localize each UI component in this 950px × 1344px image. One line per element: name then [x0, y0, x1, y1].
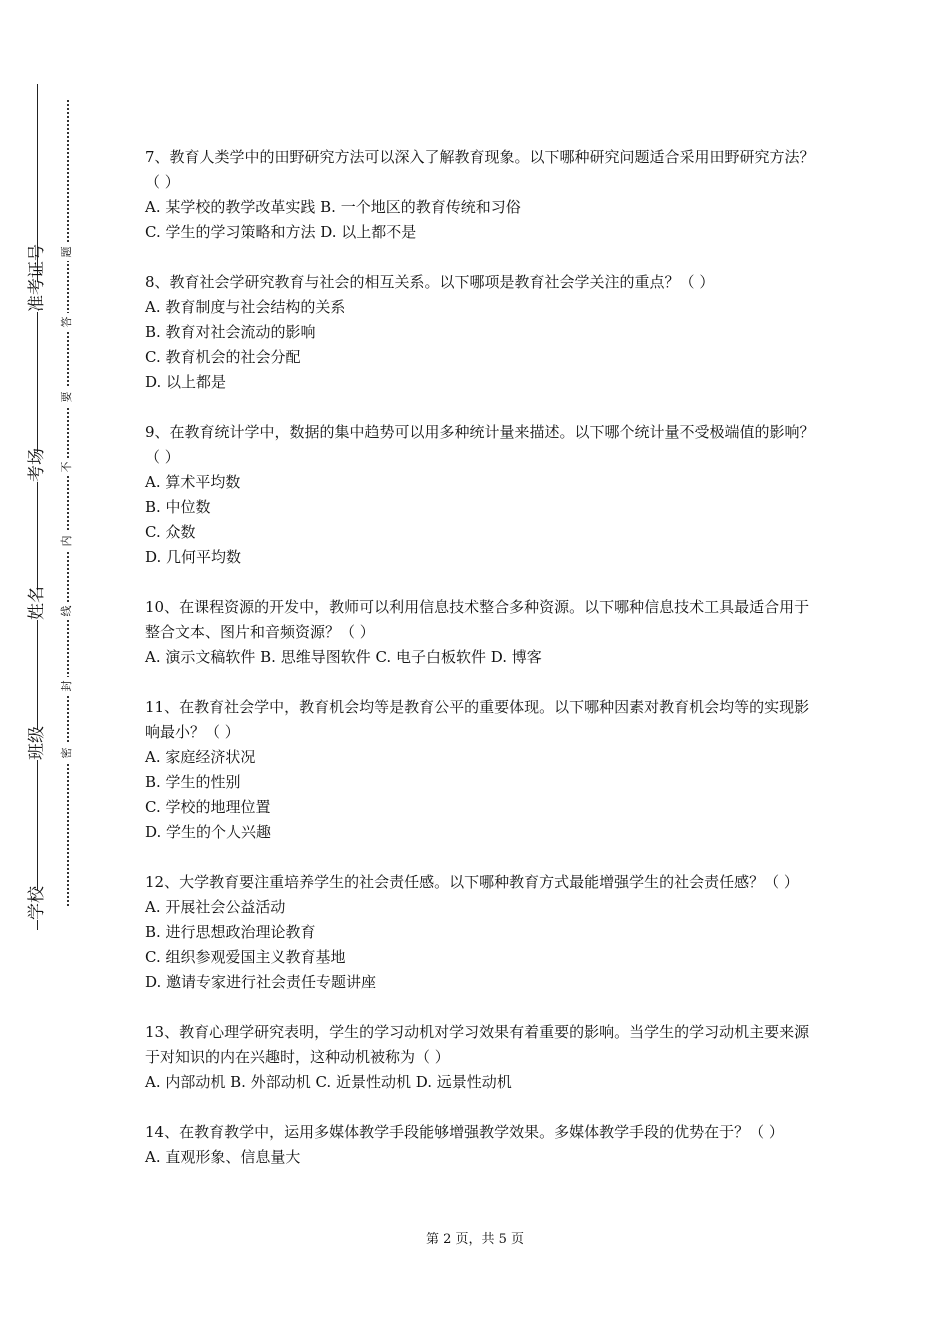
page-number-footer: 第 2 页，共 5 页	[425, 1232, 525, 1247]
label-school: 学校	[22, 890, 52, 920]
binding-strip	[0, 0, 90, 1344]
question-stem: 14、在教育教学中，运用多媒体教学手段能够增强教学效果。多媒体教学手段的优势在于？（ ）	[145, 1123, 784, 1141]
question-option: A. 演示文稿软件 B. 思维导图软件 C. 电子白板软件 D. 博客	[145, 648, 542, 666]
question-option: C. 众数	[145, 523, 196, 541]
question-option: A. 某学校的教学改革实践 B. 一个地区的教育传统和习俗	[145, 198, 521, 216]
question-option: B. 学生的性别	[145, 773, 241, 791]
label-exam-room: 考场	[22, 452, 52, 482]
label-name: 姓名	[22, 590, 52, 620]
question-stem: 12、大学教育要注重培养学生的社会责任感。以下哪种教育方式最能增强学生的社会责任感？（ ）	[145, 873, 799, 891]
question-option: C. 学生的学习策略和方法 D. 以上都不是	[145, 223, 417, 241]
seal-char: 线	[58, 602, 76, 620]
question-option: B. 中位数	[145, 498, 211, 516]
question-stem: 9、在教育统计学中，数据的集中趋势可以用多种统计量来描述。以下哪个统计量不受极端值的影响？（ ）	[145, 423, 815, 466]
seal-char: 答	[58, 313, 76, 331]
question-option: D. 几何平均数	[145, 548, 242, 566]
question-option: D. 以上都是	[145, 373, 227, 391]
question-stem: 7、教育人类学中的田野研究方法可以深入了解教育现象。以下哪种研究问题适合采用田野研究方法？（ ）	[145, 148, 815, 191]
question-stem: 10、在课程资源的开发中，教师可以利用信息技术整合多种资源。以下哪种信息技术工具最适合用于整合文本、图片和音频资源？（ ）	[145, 598, 810, 641]
question-7	[145, 145, 817, 245]
binding-dotted-line	[67, 100, 69, 906]
question-option: A. 家庭经济状况	[145, 748, 256, 766]
question-option: B. 进行思想政治理论教育	[145, 923, 316, 941]
question-9	[145, 420, 817, 570]
question-option: A. 算术平均数	[145, 473, 241, 491]
seal-char: 密	[58, 744, 76, 762]
question-option: D. 邀请专家进行社会责任专题讲座	[145, 973, 377, 991]
question-stem: 11、在教育社会学中，教育机会均等是教育公平的重要体现。以下哪种因素对教育机会均等的实现影响最小？（ ）	[145, 698, 810, 741]
question-option: B. 教育对社会流动的影响	[145, 323, 316, 341]
seal-char: 题	[58, 243, 76, 261]
question-list	[145, 145, 817, 1195]
question-12	[145, 870, 817, 995]
question-option: A. 开展社会公益活动	[145, 898, 286, 916]
question-stem: 8、教育社会学研究教育与社会的相互关系。以下哪项是教育社会学关注的重点？（ ）	[145, 273, 715, 291]
binding-solid-line	[37, 84, 38, 930]
seal-char: 要	[58, 388, 76, 406]
seal-char: 内	[58, 532, 76, 550]
question-11	[145, 695, 817, 845]
question-8	[145, 270, 817, 395]
question-13	[145, 1020, 817, 1095]
question-option: C. 教育机会的社会分配	[145, 348, 301, 366]
question-option: A. 直观形象、信息量大	[145, 1148, 301, 1166]
question-stem: 13、教育心理学研究表明，学生的学习动机对学习效果有着重要的影响。当学生的学习动机主要来源于对知识的内在兴趣时，这种动机被称为（ ）	[145, 1023, 810, 1066]
label-class: 班级	[22, 730, 52, 760]
question-option: A. 教育制度与社会结构的关系	[145, 298, 346, 316]
seal-char: 封	[58, 677, 76, 695]
question-14	[145, 1120, 817, 1170]
seal-char: 不	[58, 458, 76, 476]
question-10	[145, 595, 817, 670]
question-option: A. 内部动机 B. 外部动机 C. 近景性动机 D. 远景性动机	[145, 1073, 512, 1091]
question-option: C. 组织参观爱国主义教育基地	[145, 948, 346, 966]
question-option: C. 学校的地理位置	[145, 798, 271, 816]
question-option: D. 学生的个人兴趣	[145, 823, 272, 841]
label-exam-number: 准考证号	[22, 282, 52, 312]
